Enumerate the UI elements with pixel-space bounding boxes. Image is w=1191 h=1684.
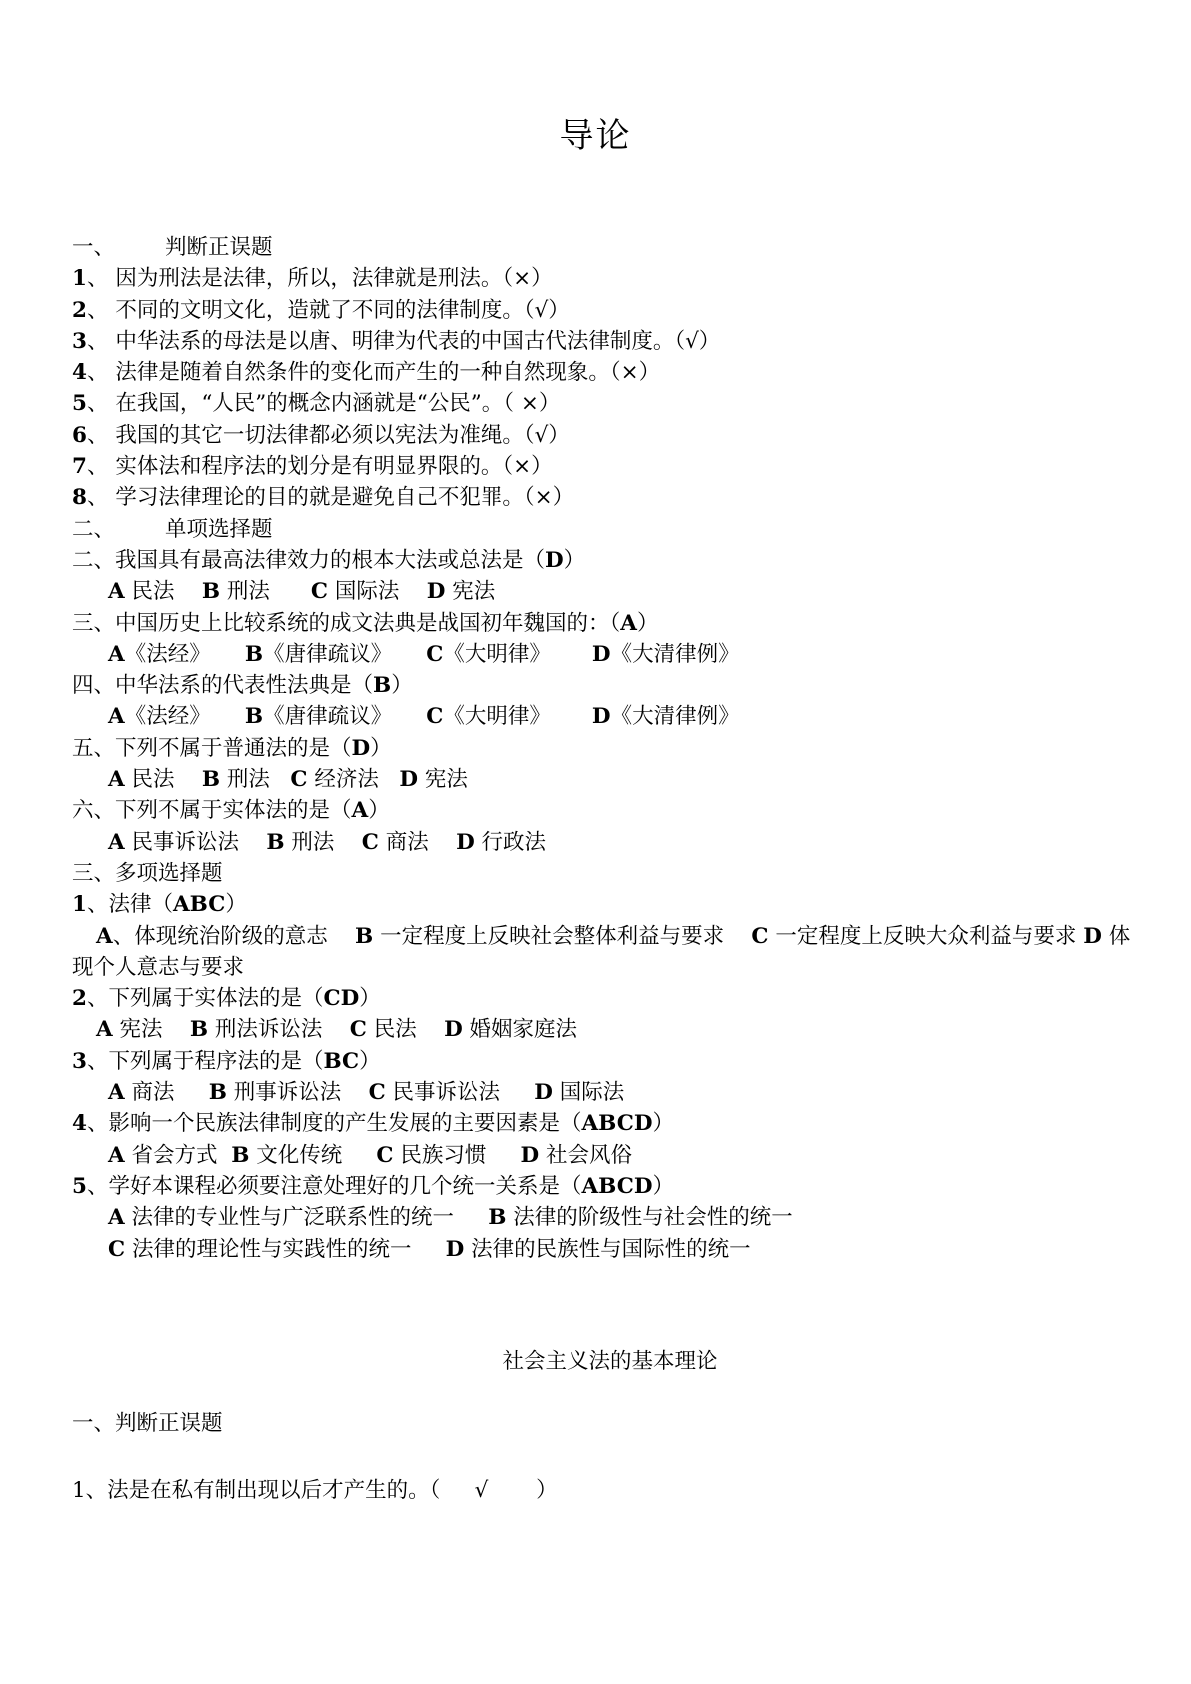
question: 2、下列属于实体法的是（CD） [72,986,381,1012]
chapter-content [72,232,1132,1265]
question-options: A 法律的专业性与广泛联系性的统一 B 法律的阶级性与社会性的统一 [108,1205,793,1231]
list-item: 5、 在我国，“人民”的概念内涵就是“公民”。（ ×） [72,391,561,417]
list-item: 1、 因为刑法是法律，所以，法律就是刑法。（×） [72,266,553,292]
question: 五、下列不属于普通法的是（D） [72,735,392,761]
section-heading-single-choice: 二、 单项选择题 [72,516,273,542]
chapter-title: 社会主义法的基本理论 [502,1349,718,1374]
question-options: C 法律的理论性与实践性的统一 D 法律的民族性与国际性的统一 [108,1236,751,1262]
question-options: A 商法 B 刑事诉讼法 C 民事诉讼法 D 国际法 [108,1080,625,1106]
question-options: A、体现统治阶级的意志 B 一定程度上反映社会整体利益与要求 C 一定程度上反映大众利益与要求 D 体现个人意志与要求 [72,923,1131,980]
section-heading-multiple-choice: 三、多项选择题 [72,860,223,886]
list-item: 2、 不同的文明文化，造就了不同的法律制度。（√） [72,297,570,323]
question: 1、法律（ABC） [72,892,247,918]
question-options: A《法经》 B《唐律疏议》 C《大明律》 D《大清律例》 [108,704,740,730]
list-item: 7、 实体法和程序法的划分是有明显界限的。（×） [72,454,553,480]
question-options: A 民事诉讼法 B 刑法 C 商法 D 行政法 [108,829,547,855]
list-item: 1、法是在私有制出现以后才产生的。（ √ ） [72,1478,558,1503]
list-item: 6、 我国的其它一切法律都必须以宪法为准绳。（√） [72,422,570,448]
question: 三、中国历史上比较系统的成文法典是战国初年魏国的：（A） [72,610,659,636]
section-heading-true-false: 一、判断正误题 [72,1411,223,1436]
question: 四、中华法系的代表性法典是（B） [72,673,413,699]
question-options: A 宪法 B 刑法诉讼法 C 民法 D 婚姻家庭法 [96,1017,578,1043]
document-title: 导论 [559,116,632,156]
question-options: A《法经》 B《唐律疏议》 C《大明律》 D《大清律例》 [108,641,740,667]
question: 3、下列属于程序法的是（BC） [72,1048,381,1074]
list-item: 4、 法律是随着自然条件的变化而产生的一种自然现象。（×） [72,360,661,386]
question: 二、我国具有最高法律效力的根本大法或总法是（D） [72,547,586,573]
question: 5、学好本课程必须要注意处理好的几个统一关系是（ABCD） [72,1173,675,1199]
question-options: A 省会方式 B 文化传统 C 民族习惯 D 社会风俗 [108,1142,633,1168]
section-heading-true-false: 一、 判断正误题 [72,235,273,260]
question: 4、影响一个民族法律制度的产生发展的主要因素是（ABCD） [72,1111,675,1137]
list-item: 8、 学习法律理论的目的就是避免自己不犯罪。（×） [72,485,575,511]
question-options: A 民法 B 刑法 C 经济法 D 宪法 [108,767,468,793]
question: 六、下列不属于实体法的是（A） [72,798,390,824]
question-options: A 民法 B 刑法 C 国际法 D 宪法 [108,579,496,605]
list-item: 3、 中华法系的母法是以唐、明律为代表的中国古代法律制度。（√） [72,328,721,354]
